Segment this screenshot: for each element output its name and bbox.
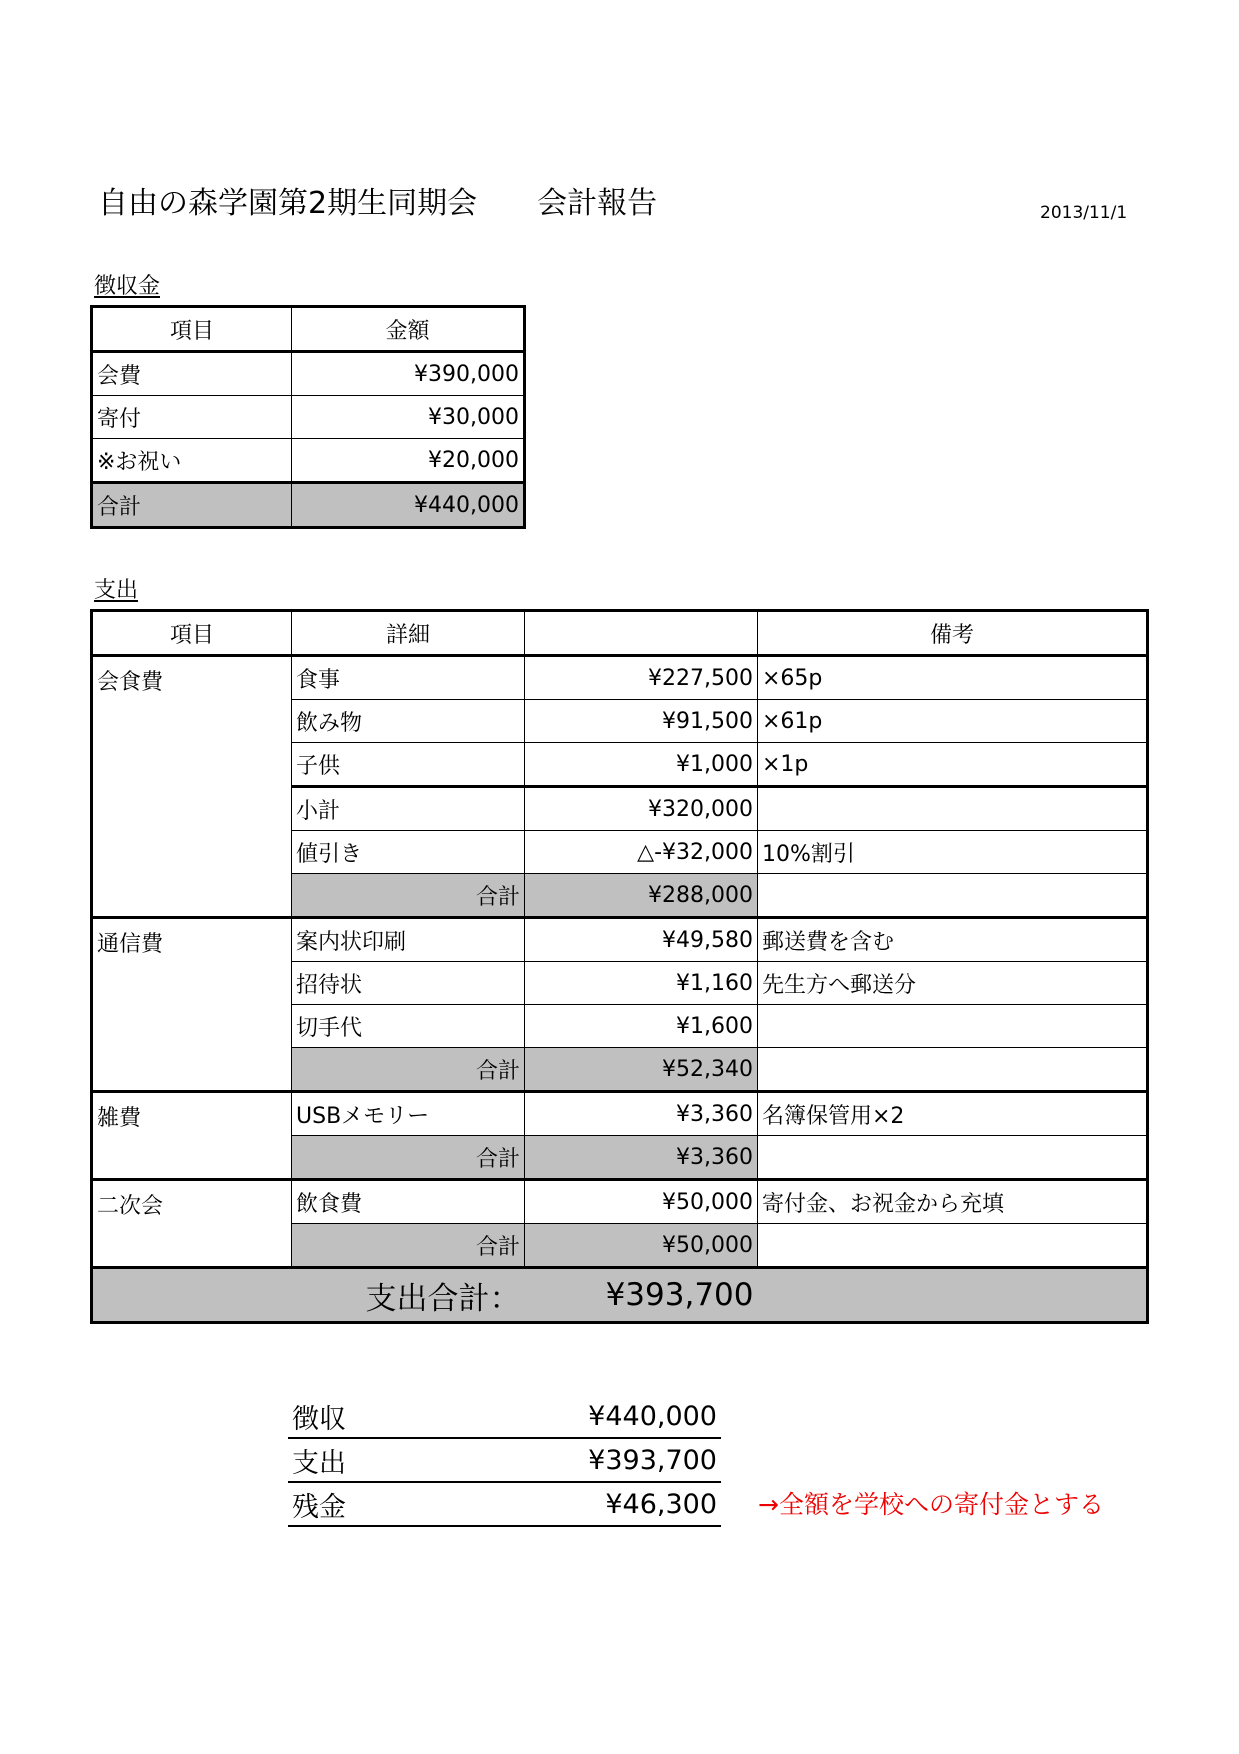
expense-detail: 案内状印刷 xyxy=(292,918,525,962)
income-row xyxy=(92,396,525,439)
expense-header-note: 備考 xyxy=(758,611,1148,656)
expense-detail: 飲み物 xyxy=(292,700,525,743)
summary-label: 徴収 xyxy=(288,1395,488,1438)
income-item: 会費 xyxy=(92,352,292,396)
income-header-amount: 金額 xyxy=(292,307,525,352)
summary-row xyxy=(288,1482,721,1526)
summary-row xyxy=(288,1438,721,1482)
income-amount: ¥20,000 xyxy=(292,439,525,483)
summary-amount: ¥46,300 xyxy=(488,1482,721,1526)
income-total-label: 合計 xyxy=(92,483,292,528)
summary-label: 支出 xyxy=(288,1438,488,1482)
expense-note: 10%割引 xyxy=(758,831,1148,874)
page-title: 自由の森学園第2期生同期会 会計報告 xyxy=(98,186,658,221)
expense-header-item: 項目 xyxy=(92,611,292,656)
expense-grand-total-label: 支出合計： xyxy=(292,1268,525,1323)
expense-amount: ¥91,500 xyxy=(525,700,758,743)
expense-row xyxy=(92,1092,1148,1136)
expense-note-empty xyxy=(758,874,1148,918)
income-row xyxy=(92,352,525,396)
expense-note: 名簿保管用×2 xyxy=(758,1092,1148,1136)
expense-detail: 飲食費 xyxy=(292,1180,525,1224)
expense-subtotal-amount: ¥3,360 xyxy=(525,1136,758,1180)
expense-amount: ¥1,160 xyxy=(525,962,758,1005)
expense-grand-total-amount: ¥393,700 xyxy=(525,1268,758,1323)
expense-detail: USBメモリー xyxy=(292,1092,525,1136)
report-date: 2013/11/1 xyxy=(1040,203,1128,223)
income-item: 寄付 xyxy=(92,396,292,439)
expense-group-name: 会食費 xyxy=(92,656,292,918)
expense-note-empty xyxy=(758,1224,1148,1268)
income-table xyxy=(90,305,526,529)
expense-group-name: 雑費 xyxy=(92,1092,292,1180)
income-item: ※お祝い xyxy=(92,439,292,483)
expense-subtotal-amount: ¥288,000 xyxy=(525,874,758,918)
expense-amount: ¥3,360 xyxy=(525,1092,758,1136)
expense-detail: 値引き xyxy=(292,831,525,874)
expense-table xyxy=(90,609,1149,1324)
expense-detail: 子供 xyxy=(292,743,525,787)
expense-note xyxy=(758,1005,1148,1048)
summary-label: 残金 xyxy=(288,1482,488,1526)
expense-note: 郵送費を含む xyxy=(758,918,1148,962)
expense-amount: ¥1,000 xyxy=(525,743,758,787)
expense-detail: 招待状 xyxy=(292,962,525,1005)
expense-amount: ¥50,000 xyxy=(525,1180,758,1224)
expense-amount: ¥49,580 xyxy=(525,918,758,962)
expense-note: 寄付金、お祝金から充填 xyxy=(758,1180,1148,1224)
expense-subtotal-amount: ¥52,340 xyxy=(525,1048,758,1092)
summary-amount: ¥440,000 xyxy=(488,1395,721,1438)
expense-group-name: 通信費 xyxy=(92,918,292,1092)
expense-subtotal-amount: ¥50,000 xyxy=(525,1224,758,1268)
expense-note: 先生方へ郵送分 xyxy=(758,962,1148,1005)
summary-row xyxy=(288,1395,721,1438)
expense-note-empty xyxy=(758,1136,1148,1180)
expense-group-name: 二次会 xyxy=(92,1180,292,1268)
grand-total-spacer xyxy=(758,1268,1148,1323)
grand-total-spacer xyxy=(92,1268,292,1323)
expense-note xyxy=(758,787,1148,831)
expense-amount: ¥227,500 xyxy=(525,656,758,700)
expense-note: ×65p xyxy=(758,656,1148,700)
expense-header-detail: 詳細 xyxy=(292,611,525,656)
expense-note: ×1p xyxy=(758,743,1148,787)
expense-detail: 小計 xyxy=(292,787,525,831)
income-row xyxy=(92,439,525,483)
expense-amount: ¥1,600 xyxy=(525,1005,758,1048)
expense-detail: 食事 xyxy=(292,656,525,700)
income-amount: ¥30,000 xyxy=(292,396,525,439)
expense-amount: △-¥32,000 xyxy=(525,831,758,874)
expense-row xyxy=(92,656,1148,700)
expense-note-empty xyxy=(758,1048,1148,1092)
expense-row xyxy=(92,918,1148,962)
expense-row xyxy=(92,1180,1148,1224)
income-total-row xyxy=(92,483,525,528)
expense-subtotal-label: 合計 xyxy=(292,1136,525,1180)
balance-summary xyxy=(288,1395,721,1527)
expense-subtotal-label: 合計 xyxy=(292,874,525,918)
expense-section-label: 支出 xyxy=(94,578,139,603)
expense-amount: ¥320,000 xyxy=(525,787,758,831)
summary-amount: ¥393,700 xyxy=(488,1438,721,1482)
expense-grand-total-row xyxy=(92,1268,1148,1323)
expense-subtotal-label: 合計 xyxy=(292,1048,525,1092)
balance-note: →全額を学校への寄付金とする xyxy=(758,1490,1104,1519)
income-section-label: 徴収金 xyxy=(94,274,161,299)
expense-detail: 切手代 xyxy=(292,1005,525,1048)
expense-header-row xyxy=(92,611,1148,656)
income-header-item: 項目 xyxy=(92,307,292,352)
income-header-row xyxy=(92,307,525,352)
income-amount: ¥390,000 xyxy=(292,352,525,396)
expense-note: ×61p xyxy=(758,700,1148,743)
expense-subtotal-label: 合計 xyxy=(292,1224,525,1268)
income-total-amount: ¥440,000 xyxy=(292,483,525,528)
expense-header-amount xyxy=(525,611,758,656)
